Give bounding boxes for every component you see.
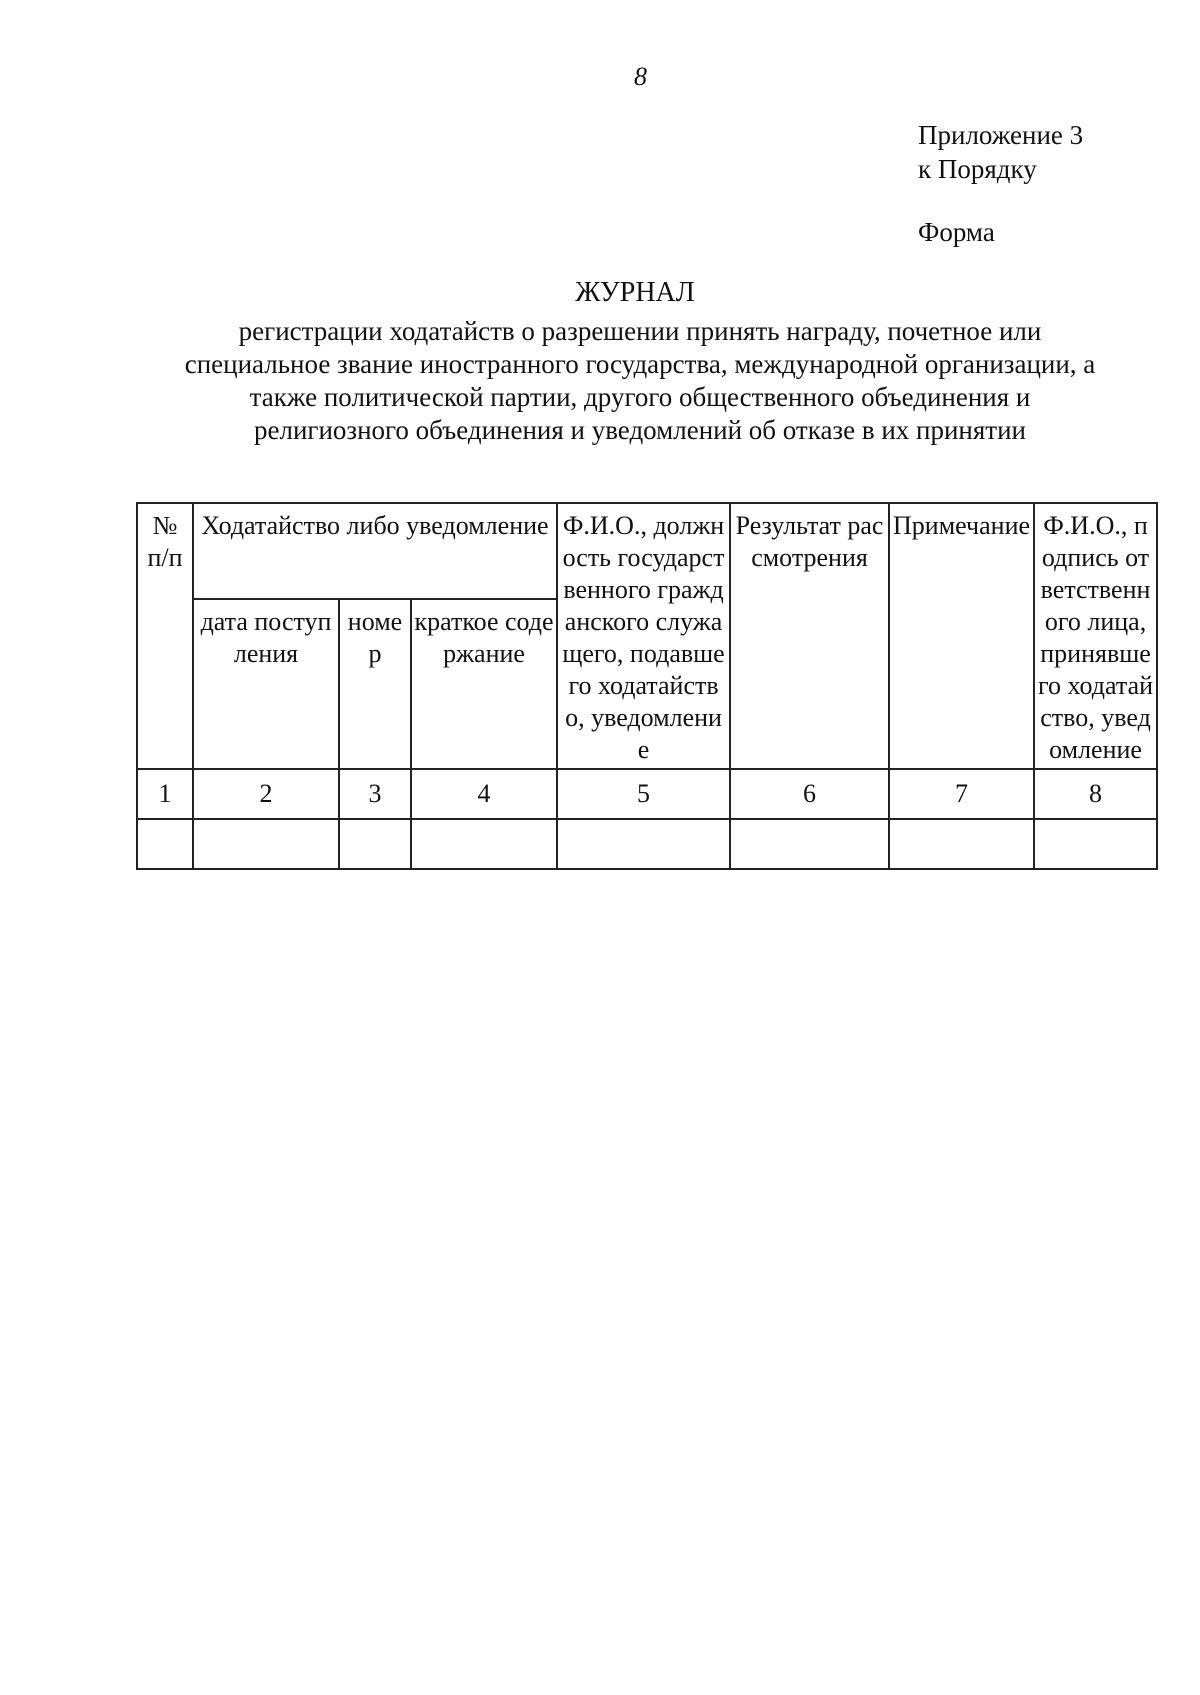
empty-cell: [1034, 819, 1157, 869]
column-number-row: [137, 769, 1157, 819]
header-cell-number: № п/п: [137, 503, 193, 769]
subtitle-line: специальное звание иностранного государства, международной организации, а: [184, 349, 1096, 379]
header-cell-date: дата поступления: [193, 599, 339, 769]
empty-cell: [557, 819, 730, 869]
column-number-cell: 7: [889, 769, 1034, 819]
form-label: Форма: [918, 217, 995, 247]
header-cell-summary: краткое содержание: [411, 599, 557, 769]
header-cell-responsible: Ф.И.О., подпись ответственного лица, принявшего ходатайство, уведомление: [1034, 503, 1157, 769]
page-number: 8: [634, 62, 647, 91]
empty-cell: [137, 819, 193, 869]
document-subtitle: [150, 315, 1130, 447]
column-number-cell: 2: [193, 769, 339, 819]
column-number-cell: 6: [730, 769, 889, 819]
header-cell-reg-number: номер: [339, 599, 411, 769]
subtitle-line: регистрации ходатайств о разрешении принять награду, почетное или: [238, 316, 1042, 346]
document-title: ЖУРНАЛ: [575, 277, 695, 308]
column-number-cell: 8: [1034, 769, 1157, 819]
header-cell-official: Ф.И.О., должность государственного гражданского служащего, подавшего ходатайство, уведомление: [557, 503, 730, 769]
subtitle-line: также политической партии, другого общественного объединения и: [249, 382, 1031, 412]
header-cell-result: Результат рассмотрения: [730, 503, 889, 769]
empty-cell: [193, 819, 339, 869]
appendix-line-2: к Порядку: [918, 154, 1037, 184]
header-cell-note: Примечание: [889, 503, 1034, 769]
header-cell-petition-group: Ходатайство либо уведомление: [193, 503, 557, 599]
empty-cell: [730, 819, 889, 869]
column-number-cell: 5: [557, 769, 730, 819]
appendix-note: [918, 118, 1083, 186]
appendix-line-1: Приложение 3: [918, 120, 1084, 150]
header-row-1: [137, 503, 1157, 599]
empty-cell: [411, 819, 557, 869]
subtitle-line: религиозного объединения и уведомлений об отказе в их принятии: [253, 415, 1026, 445]
empty-cell: [889, 819, 1034, 869]
column-number-cell: 3: [339, 769, 411, 819]
empty-cell: [339, 819, 411, 869]
column-number-cell: 4: [411, 769, 557, 819]
column-number-cell: 1: [137, 769, 193, 819]
empty-entry-row: [137, 819, 1157, 869]
journal-table: [136, 502, 1158, 870]
